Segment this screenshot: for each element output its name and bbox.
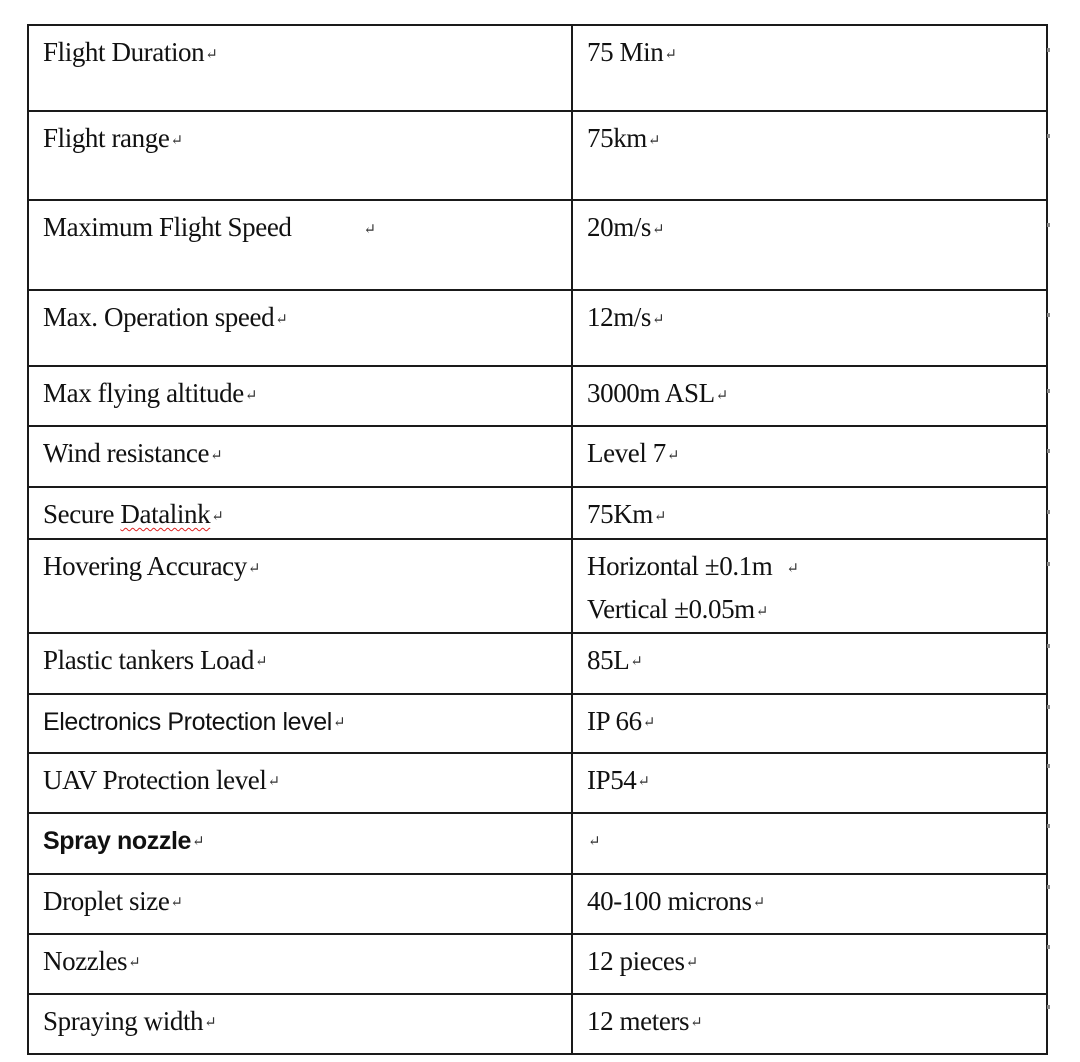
paragraph-mark-icon: ↵ [664, 46, 677, 63]
paragraph-mark-icon: ↵ [666, 447, 680, 464]
paragraph-mark-icon: ↵ [647, 132, 661, 149]
spec-label: Nozzles [43, 945, 128, 976]
paragraph-mark-icon: ↵ [204, 1015, 217, 1032]
paragraph-mark-icon: ↵ [170, 132, 183, 149]
paragraph-mark-icon: ↵ [244, 387, 258, 404]
label-cell [28, 487, 572, 539]
row-end-marker [1047, 223, 1050, 227]
value-cell [572, 753, 1047, 813]
label-cell [28, 426, 572, 487]
row-end-marker [1047, 644, 1050, 648]
table-row [28, 694, 1047, 753]
paragraph-mark-icon: ↵ [267, 774, 280, 791]
spec-value: 20m/s [587, 212, 652, 242]
spec-label-prefix: Secure [43, 499, 121, 529]
row-end-marker [1047, 449, 1050, 453]
paragraph-mark-icon: ↵ [786, 560, 799, 577]
value-cell [572, 874, 1047, 934]
value-cell [572, 111, 1047, 200]
table-row [28, 994, 1047, 1054]
paragraph-mark-icon: ↵ [275, 311, 288, 328]
table-row [28, 290, 1047, 366]
spec-value: 75 Min [587, 37, 664, 67]
section-label: Spray nozzle [43, 826, 192, 855]
spec-value: 85L [587, 644, 630, 675]
spec-value-line: Vertical ±0.05m [587, 593, 755, 624]
paragraph-mark-icon: ↵ [128, 955, 141, 972]
spec-label: Max. Operation speed [43, 302, 275, 332]
spec-label: Flight range [43, 123, 170, 153]
table-row [28, 633, 1047, 694]
spec-value: 40-100 microns [587, 885, 752, 916]
row-end-marker [1047, 313, 1050, 317]
paragraph-mark-icon: ↵ [642, 715, 655, 732]
paragraph-mark-icon: ↵ [715, 387, 728, 404]
spec-label: Droplet size [43, 885, 170, 916]
row-end-marker [1047, 389, 1050, 393]
label-cell [28, 111, 572, 200]
value-cell [572, 200, 1047, 290]
paragraph-mark-icon: ↵ [652, 311, 665, 328]
paragraph-mark-icon: ↵ [690, 1015, 703, 1032]
spec-value: 12m/s [587, 302, 652, 332]
table-row [28, 874, 1047, 934]
table-row [28, 366, 1047, 426]
label-cell [28, 200, 572, 290]
label-cell [28, 539, 572, 633]
paragraph-mark-icon: ↵ [363, 221, 376, 238]
row-end-marker [1047, 705, 1050, 709]
paragraph-mark-icon: ↵ [247, 560, 261, 577]
row-end-marker [1047, 945, 1050, 949]
label-cell [28, 874, 572, 934]
spec-value: IP54 [587, 764, 637, 795]
value-cell [572, 366, 1047, 426]
spec-value: 75Km [587, 499, 653, 529]
spec-value: 12 meters [587, 1005, 690, 1036]
spec-label: Plastic tankers Load [43, 644, 254, 675]
paragraph-mark-icon: ↵ [205, 46, 218, 63]
table-row [28, 25, 1047, 111]
value-cell [572, 633, 1047, 694]
label-cell [28, 633, 572, 694]
spec-value-line: Horizontal ±0.1m [587, 551, 773, 581]
table-row [28, 487, 1047, 539]
spec-label: Flight Duration [43, 37, 205, 67]
label-cell [28, 366, 572, 426]
value-cell [572, 539, 1047, 633]
table-row [28, 753, 1047, 813]
label-cell [28, 813, 572, 874]
row-end-marker [1047, 562, 1050, 566]
paragraph-mark-icon: ↵ [192, 834, 205, 851]
paragraph-mark-icon: ↵ [210, 447, 223, 464]
label-cell [28, 753, 572, 813]
spec-value: 75km [587, 123, 647, 153]
spec-label: Wind resistance [43, 438, 210, 468]
spec-label: Electronics Protection level [43, 707, 332, 736]
value-cell [572, 934, 1047, 994]
row-end-marker [1047, 134, 1050, 138]
paragraph-mark-icon: ↵ [254, 654, 268, 671]
row-end-marker [1047, 510, 1050, 514]
value-cell [572, 25, 1047, 111]
value-cell [572, 290, 1047, 366]
paragraph-mark-icon: ↵ [211, 508, 224, 525]
spec-value: Level 7 [587, 438, 666, 468]
row-end-markers [1047, 0, 1057, 1062]
paragraph-mark-icon: ↵ [630, 654, 643, 671]
row-end-marker [1047, 48, 1050, 52]
paragraph-mark-icon: ↵ [685, 955, 698, 972]
spec-label: Spraying width [43, 1005, 204, 1036]
paragraph-mark-icon: ↵ [755, 603, 768, 620]
value-cell [572, 426, 1047, 487]
label-cell [28, 934, 572, 994]
spec-label: Hovering Accuracy [43, 551, 247, 581]
paragraph-mark-icon: ↵ [653, 508, 667, 525]
row-end-marker [1047, 1005, 1050, 1009]
table-row [28, 200, 1047, 290]
spec-value: 3000m ASL [587, 378, 715, 408]
spec-label: Maximum Flight Speed [43, 212, 292, 242]
paragraph-mark-icon: ↵ [752, 895, 765, 912]
paragraph-mark-icon: ↵ [588, 834, 601, 851]
row-end-marker [1047, 824, 1050, 828]
table-row [28, 813, 1047, 874]
label-cell [28, 994, 572, 1054]
table-row [28, 539, 1047, 633]
spec-value: IP 66 [587, 705, 642, 736]
row-end-marker [1047, 764, 1050, 768]
paragraph-mark-icon: ↵ [652, 221, 665, 238]
spec-value: 12 pieces [587, 945, 685, 976]
value-cell [572, 694, 1047, 753]
table-row [28, 934, 1047, 994]
row-end-marker [1047, 885, 1050, 889]
table-row [28, 111, 1047, 200]
paragraph-mark-icon: ↵ [170, 895, 183, 912]
label-cell [28, 25, 572, 111]
paragraph-mark-icon: ↵ [332, 715, 346, 732]
value-cell [572, 994, 1047, 1054]
spec-label: Max flying altitude [43, 378, 244, 408]
table-row [28, 426, 1047, 487]
spec-label: UAV Protection level [43, 764, 267, 795]
value-cell [572, 487, 1047, 539]
paragraph-mark-icon: ↵ [637, 774, 650, 791]
label-cell [28, 694, 572, 753]
spellcheck-flagged-word: Datalink [120, 499, 211, 529]
value-cell [572, 813, 1047, 874]
label-cell [28, 290, 572, 366]
spec-table [27, 24, 1048, 1055]
